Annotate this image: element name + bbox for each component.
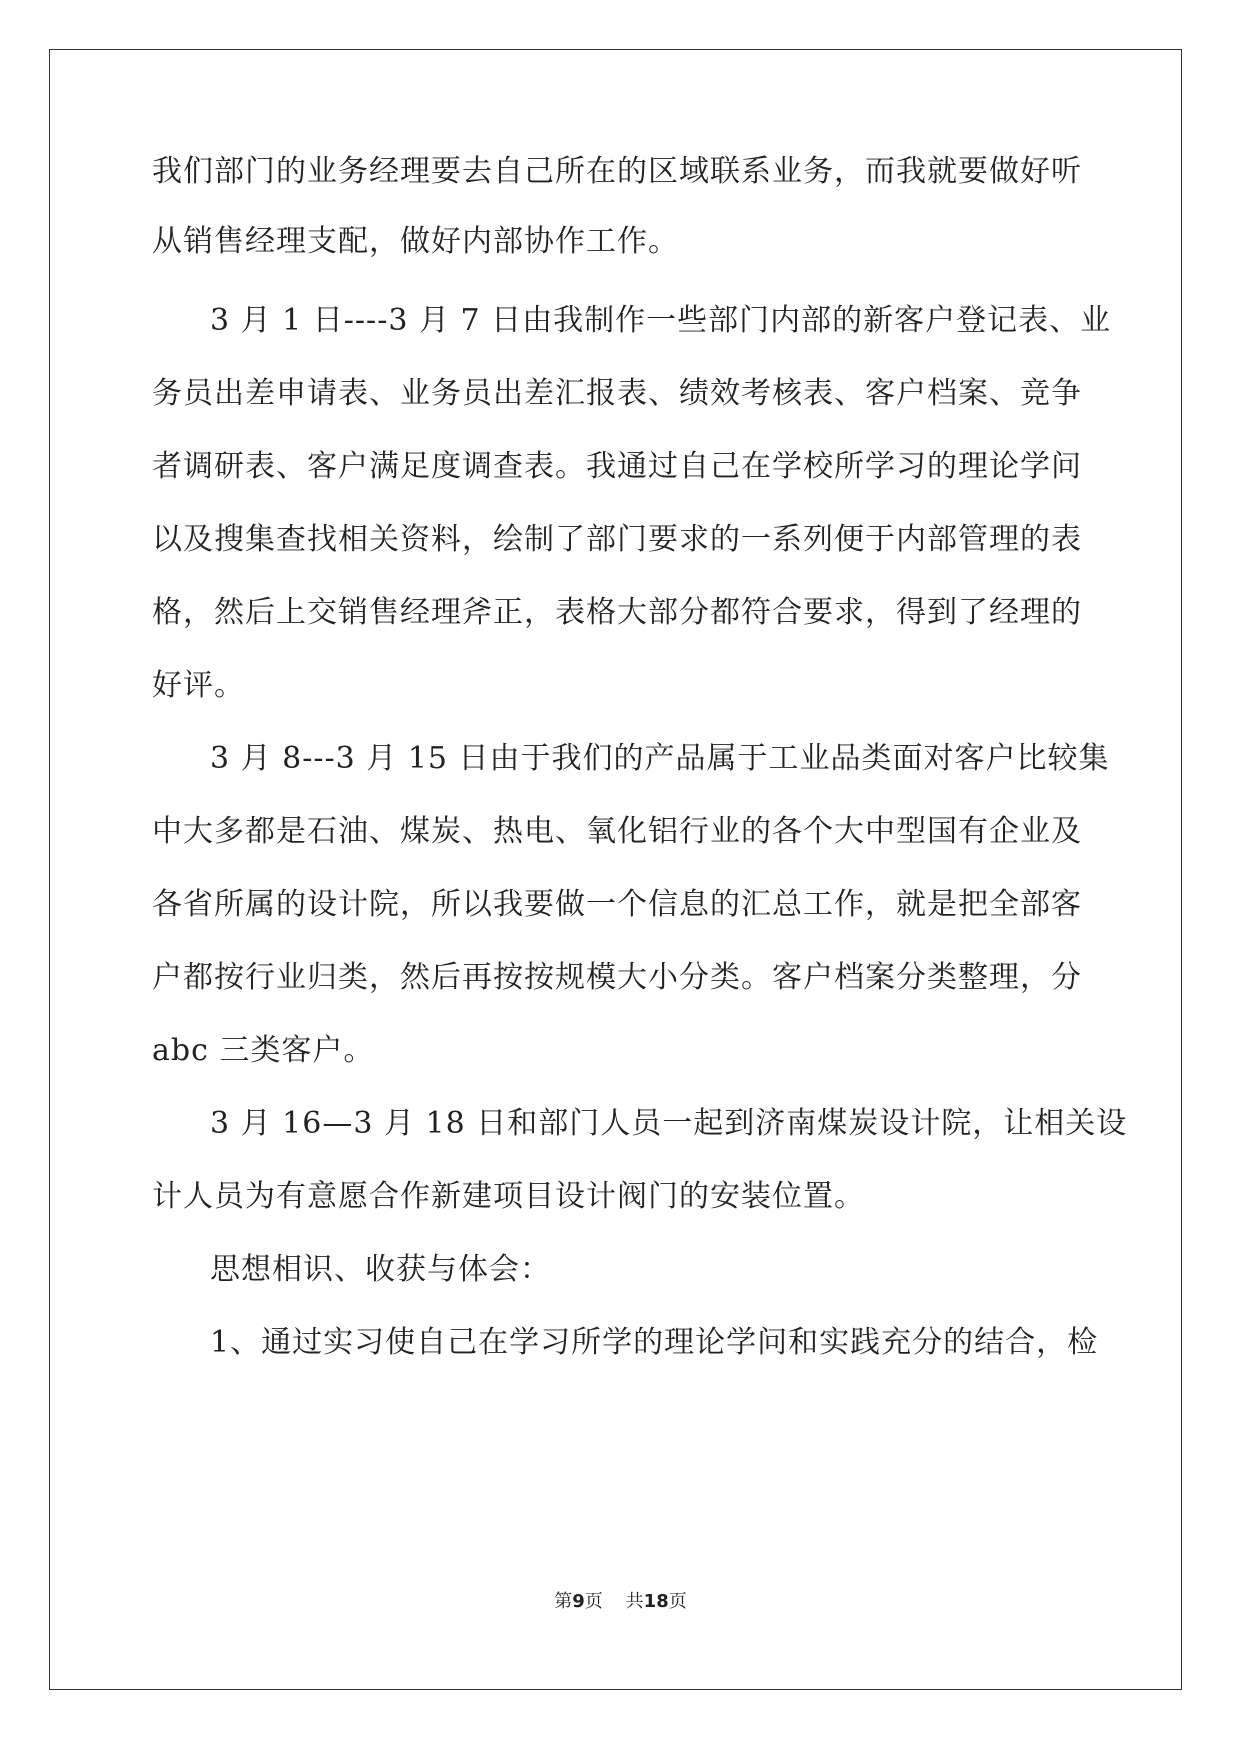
text-line: 我们部门的业务经理要去自己所在的区域联系业务，而我就要做好听 xyxy=(152,154,1082,189)
text-line: 户都按行业归类，然后再按按规模大小分类。客户档案分类整理，分 xyxy=(152,960,1082,995)
text-line: 思想相识、收获与体会： xyxy=(210,1252,551,1287)
text-line: 各省所属的设计院，所以我要做一个信息的汇总工作，就是把全部客 xyxy=(152,887,1082,922)
text-line: 3 月 1 日----3 月 7 日由我制作一些部门内部的新客户登记表、业 xyxy=(210,303,1112,338)
current-page-number: 9 xyxy=(572,1591,585,1612)
footer-page-suffix: 页 xyxy=(584,1591,603,1612)
text-line: 计人员为有意愿合作新建项目设计阀门的安装位置。 xyxy=(152,1179,865,1214)
footer-total-prefix: 共 xyxy=(625,1591,644,1612)
text-line: 3 月 8---3 月 15 日由于我们的产品属于工业品类面对客户比较集 xyxy=(210,741,1110,776)
text-line: 从销售经理支配，做好内部协作工作。 xyxy=(152,224,679,259)
text-line: 1、通过实习使自己在学习所学的理论学问和实践充分的结合，检 xyxy=(210,1325,1099,1360)
text-line: abc 三类客户。 xyxy=(152,1033,375,1068)
text-line: 以及搜集查找相关资料，绘制了部门要求的一系列便于内部管理的表 xyxy=(152,522,1082,557)
text-line: 好评。 xyxy=(152,668,245,703)
footer-prefix: 第 xyxy=(554,1591,573,1612)
text-line: 格，然后上交销售经理斧正，表格大部分都符合要求，得到了经理的 xyxy=(152,595,1082,630)
text-line: 3 月 16—3 月 18 日和部门人员一起到济南煤炭设计院，让相关设 xyxy=(210,1106,1128,1141)
text-line: 中大多都是石油、煤炭、热电、氧化铝行业的各个大中型国有企业及 xyxy=(152,814,1082,849)
text-line: 务员出差申请表、业务员出差汇报表、绩效考核表、客户档案、竞争 xyxy=(152,376,1082,411)
page-footer xyxy=(0,1590,1241,1614)
page-border xyxy=(49,49,1182,1690)
total-page-count: 18 xyxy=(643,1591,669,1612)
text-line: 者调研表、客户满足度调查表。我通过自己在学校所学习的理论学问 xyxy=(152,449,1082,484)
footer-total-suffix: 页 xyxy=(668,1591,687,1612)
